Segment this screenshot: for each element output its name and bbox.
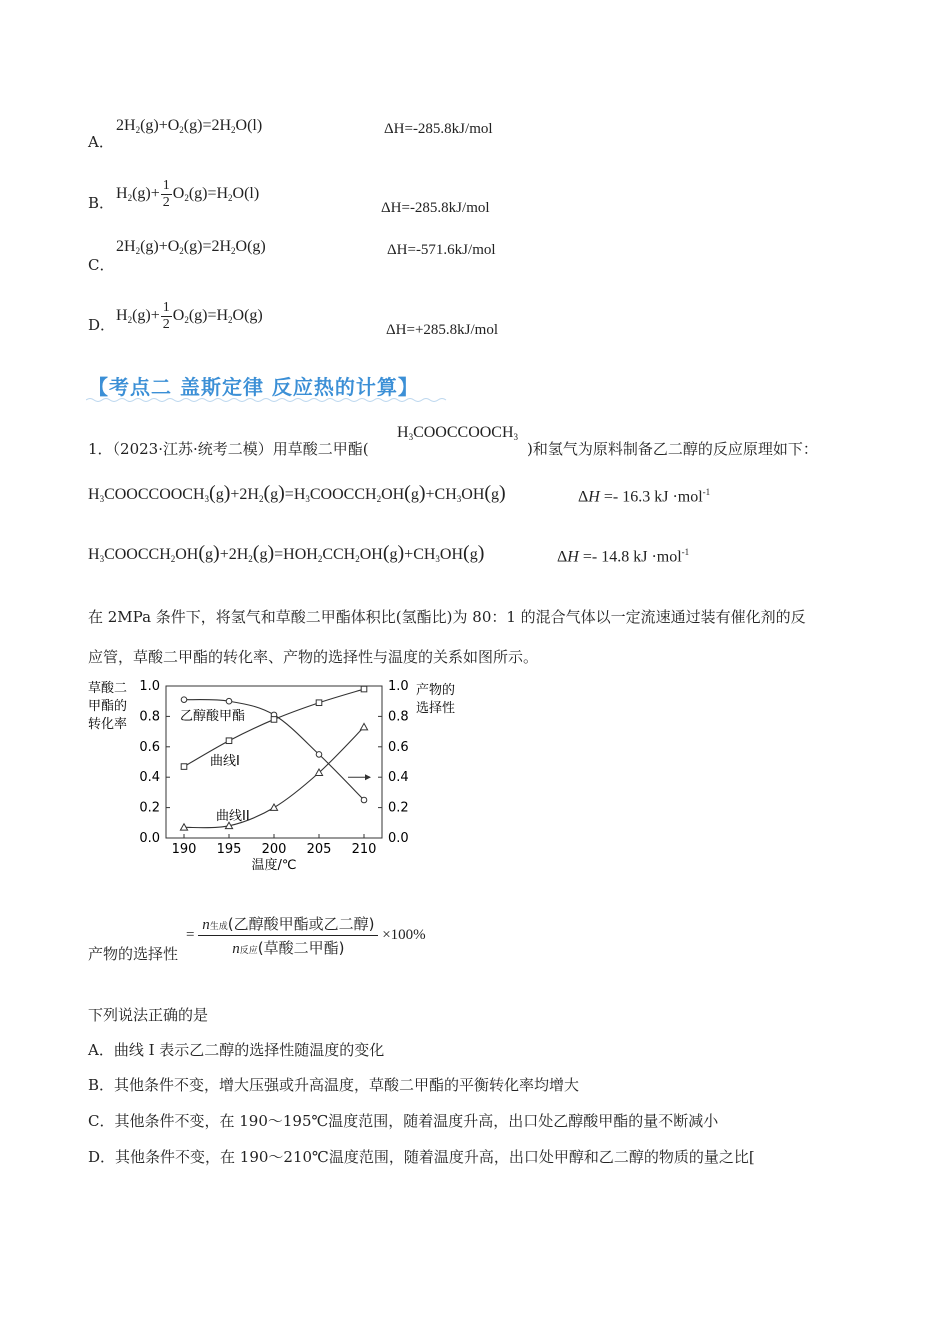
x-axis-label: 温度/℃	[251, 858, 297, 873]
series-label-3: 曲线II	[216, 809, 250, 824]
x-tick-label: 190	[171, 842, 197, 857]
dimethyl-oxalate-formula: $H_3COOCCOOCH_3$	[397, 424, 519, 442]
question-1-intro	[88, 438, 369, 459]
series-point-circle	[361, 797, 367, 803]
y-tick-label-right: 0.4	[388, 770, 409, 786]
y-tick-label-left: 0.6	[139, 739, 160, 755]
series-point-triangle	[360, 723, 367, 729]
y-tick-label-left: 0.2	[139, 800, 160, 816]
paragraph-line-2: 应管，草酸二甲酯的转化率、产物的选择性与温度的关系如图所示。	[88, 648, 539, 666]
option-d-letter[interactable]: D．	[88, 316, 116, 334]
conversion-selectivity-chart	[80, 676, 480, 876]
reaction-2-enthalpy: ΔH =- 14.8 kJ ·mol$^{-1}$	[557, 547, 690, 566]
option-b-equation: $H_2(g)+$ $\frac{1}{2}$ $O_2(g)=H_2O(l)$	[116, 178, 260, 210]
option-a-equation: $2H_2(g)+O_2(g)=2H_2O(l)$	[116, 117, 263, 135]
series-point-square	[271, 717, 277, 723]
option-b-letter[interactable]: B．	[88, 194, 115, 212]
option-d-enthalpy: ΔH=+285.8kJ/mol	[386, 322, 498, 338]
y-tick-label-left: 0.4	[139, 770, 160, 786]
series-point-circle	[316, 752, 322, 758]
y-tick-label-right: 0.6	[388, 739, 409, 755]
selectivity-formula: = $\frac{\text{n生成(乙醇酸甲酯或乙二醇)}}{\text{n反应(草酸二甲酯)}}$ ×100%	[186, 915, 426, 957]
y-tick-label-right: 0.2	[388, 800, 409, 816]
choice-c[interactable]: C．其他条件不变，在 190～195℃温度范围，随着温度升高，出口处乙醇酸甲酯的量不断减小	[88, 1112, 719, 1130]
x-tick-label: 205	[306, 842, 332, 857]
y-tick-label-left: 1.0	[139, 679, 160, 694]
option-c-letter[interactable]: C．	[88, 256, 115, 274]
choice-b[interactable]: B．其他条件不变，增大压强或升高温度，草酸二甲酯的平衡转化率均增大	[88, 1076, 580, 1094]
question-1-intro-after: )和氢气为原料制备乙二醇的反应原理如下：	[527, 440, 818, 458]
reaction-equation-1: $H_3COOCCOOCH_3(g)+2H_2(g)=H_3COOCCH_2OH(g)+CH_3OH(g)$	[88, 482, 506, 504]
series-point-square	[181, 764, 187, 770]
selectivity-numerator: n生成(乙醇酸甲酯或乙二醇)	[198, 913, 378, 936]
y-tick-label-left: 0.0	[139, 831, 160, 846]
right-axis-arrow-head	[365, 774, 371, 780]
y-tick-label-right: 0.8	[388, 709, 409, 725]
series-label-1: 乙醇酸甲酯	[180, 709, 246, 724]
reaction-1-enthalpy: ΔH =- 16.3 kJ ·mol$^{-1}$	[578, 487, 711, 506]
option-b-enthalpy: ΔH=-285.8kJ/mol	[381, 200, 490, 216]
y-tick-label-right: 0.0	[388, 831, 409, 846]
y-tick-label-right: 1.0	[388, 679, 409, 694]
choice-a[interactable]: A．曲线 I 表示乙二醇的选择性随温度的变化	[88, 1041, 385, 1059]
question-prompt: 下列说法正确的是	[88, 1006, 209, 1024]
option-c-equation: $2H_2(g)+O_2(g)=2H_2O(g)$	[116, 238, 266, 256]
series-point-triangle	[270, 804, 277, 810]
series-point-circle	[226, 698, 232, 704]
selectivity-label: 产物的选择性	[88, 945, 179, 963]
y-right-label-line: 产物的	[416, 683, 456, 698]
x-tick-label: 195	[216, 842, 242, 857]
y-left-label-line: 甲酯的	[88, 699, 128, 714]
option-c-enthalpy: ΔH=-571.6kJ/mol	[387, 242, 496, 258]
selectivity-denominator: n反应(草酸二甲酯)	[232, 939, 345, 957]
y-tick-label-left: 0.8	[139, 709, 160, 725]
series-point-square	[361, 686, 367, 692]
option-a-letter[interactable]: A．	[88, 133, 114, 151]
x-tick-label: 200	[261, 842, 287, 857]
paragraph-line-1: 在 2MPa 条件下，将氢气和草酸二甲酯体积比(氢酯比)为 80：1 的混合气体以一定流速通过装有催化剂的反	[88, 608, 806, 626]
y-left-label-line: 转化率	[88, 717, 128, 732]
question-number: 1．	[88, 440, 113, 458]
heading-underline-wave	[86, 397, 452, 403]
x-tick-label: 210	[351, 842, 377, 857]
y-left-label-line: 草酸二	[88, 681, 128, 696]
series-line-3	[184, 727, 364, 828]
series-point-square	[316, 700, 322, 706]
series-point-circle	[181, 697, 187, 703]
section-heading: 【考点二 盖斯定律 反应热的计算】	[88, 375, 419, 399]
option-a-enthalpy: ΔH=-285.8kJ/mol	[384, 121, 493, 137]
series-point-square	[226, 738, 232, 744]
series-label-2: 曲线I	[210, 754, 240, 769]
question-source: （2023·江苏·统考二模）用草酸二甲酯(	[112, 440, 369, 458]
choice-d[interactable]: D．其他条件不变，在 190～210℃温度范围，随着温度升高，出口处甲醇和乙二醇的物质的量之比[	[88, 1148, 755, 1166]
reaction-equation-2: $H_3COOCCH_2OH(g)+2H_2(g)=HOH_2CCH_2OH(g)+CH_3OH(g)$	[88, 542, 485, 564]
option-d-equation: $H_2(g)+$ $\frac{1}{2}$ $O_2(g)=H_2O(g)$	[116, 300, 263, 332]
y-right-label-line: 选择性	[416, 701, 456, 716]
